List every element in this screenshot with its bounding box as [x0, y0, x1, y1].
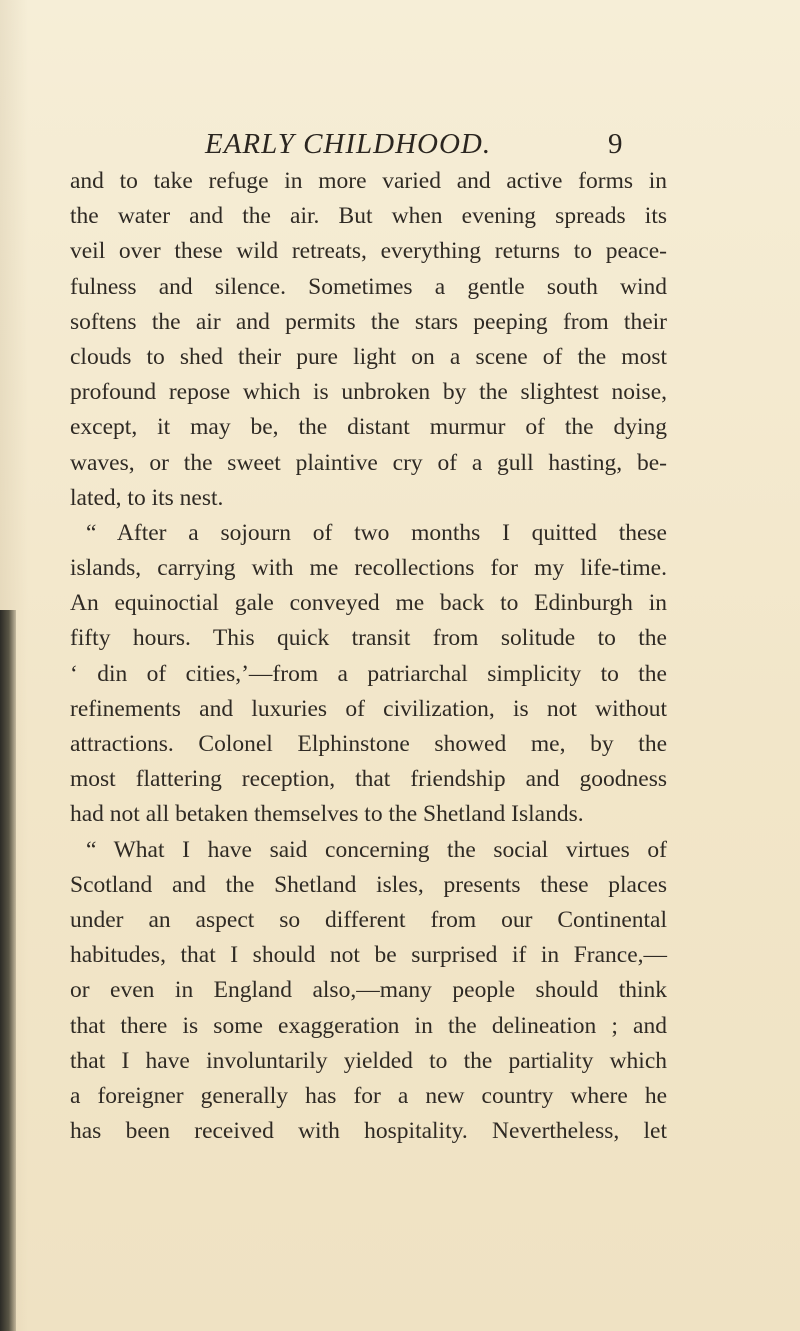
text-line: that there is some exaggeration in the delineation ; and [70, 1012, 667, 1039]
text-line: profound repose which is unbroken by the slightest noise, [70, 379, 667, 406]
text-line: ‘ din of cities,’—from a patriarchal simplicity to the [70, 660, 667, 687]
body-text [70, 164, 667, 1149]
text-line: “ What I have said concerning the social virtues of [86, 836, 667, 863]
text-line: that I have involuntarily yielded to the partiality which [70, 1047, 667, 1074]
text-line: lated, to its nest. [70, 484, 224, 511]
text-line: softens the air and permits the stars peeping from their [70, 308, 667, 335]
text-line: has been received with hospitality. Nevertheless, let [70, 1118, 667, 1145]
text-line: attractions. Colonel Elphinstone showed me, by the [70, 731, 667, 757]
text-line: a foreigner generally has for a new country where he [70, 1082, 667, 1109]
text-line: had not all betaken themselves to the Shetland Islands. [70, 801, 584, 828]
text-line: under an aspect so different from our Continental [70, 906, 667, 933]
text-line: waves, or the sweet plaintive cry of a gull hasting, be- [70, 449, 667, 476]
page-number: 9 [608, 128, 623, 160]
text-line: the water and the air. But when evening spreads its [70, 203, 667, 230]
text-line: An equinoctial gale conveyed me back to Edinburgh in [70, 590, 667, 617]
text-line: clouds to shed their pure light on a scene of the most [70, 343, 667, 370]
text-line: fulness and silence. Sometimes a gentle south wind [70, 273, 667, 300]
text-line: habitudes, that I should not be surprised if in France,— [70, 942, 667, 969]
text-line: “ After a sojourn of two months I quitted these [86, 519, 667, 546]
text-line: islands, carrying with me recollections for my life-time. [70, 555, 667, 582]
text-line: and to take refuge in more varied and active forms in [70, 168, 667, 194]
running-title: EARLY CHILDHOOD. [205, 128, 492, 160]
running-header [70, 128, 670, 168]
text-line: most flattering reception, that friendship and goodness [70, 766, 667, 793]
text-line: refinements and luxuries of civilization, is not without [70, 695, 667, 722]
text-line: Scotland and the Shetland isles, presents these places [70, 871, 667, 898]
text-line: fifty hours. This quick transit from solitude to the [70, 625, 667, 652]
text-line: veil over these wild retreats, everything returns to peace- [70, 238, 667, 265]
text-line: or even in England also,—many people should think [70, 977, 667, 1004]
text-line: except, it may be, the distant murmur of the dying [70, 414, 667, 441]
page-edge-shadow [0, 610, 16, 1331]
